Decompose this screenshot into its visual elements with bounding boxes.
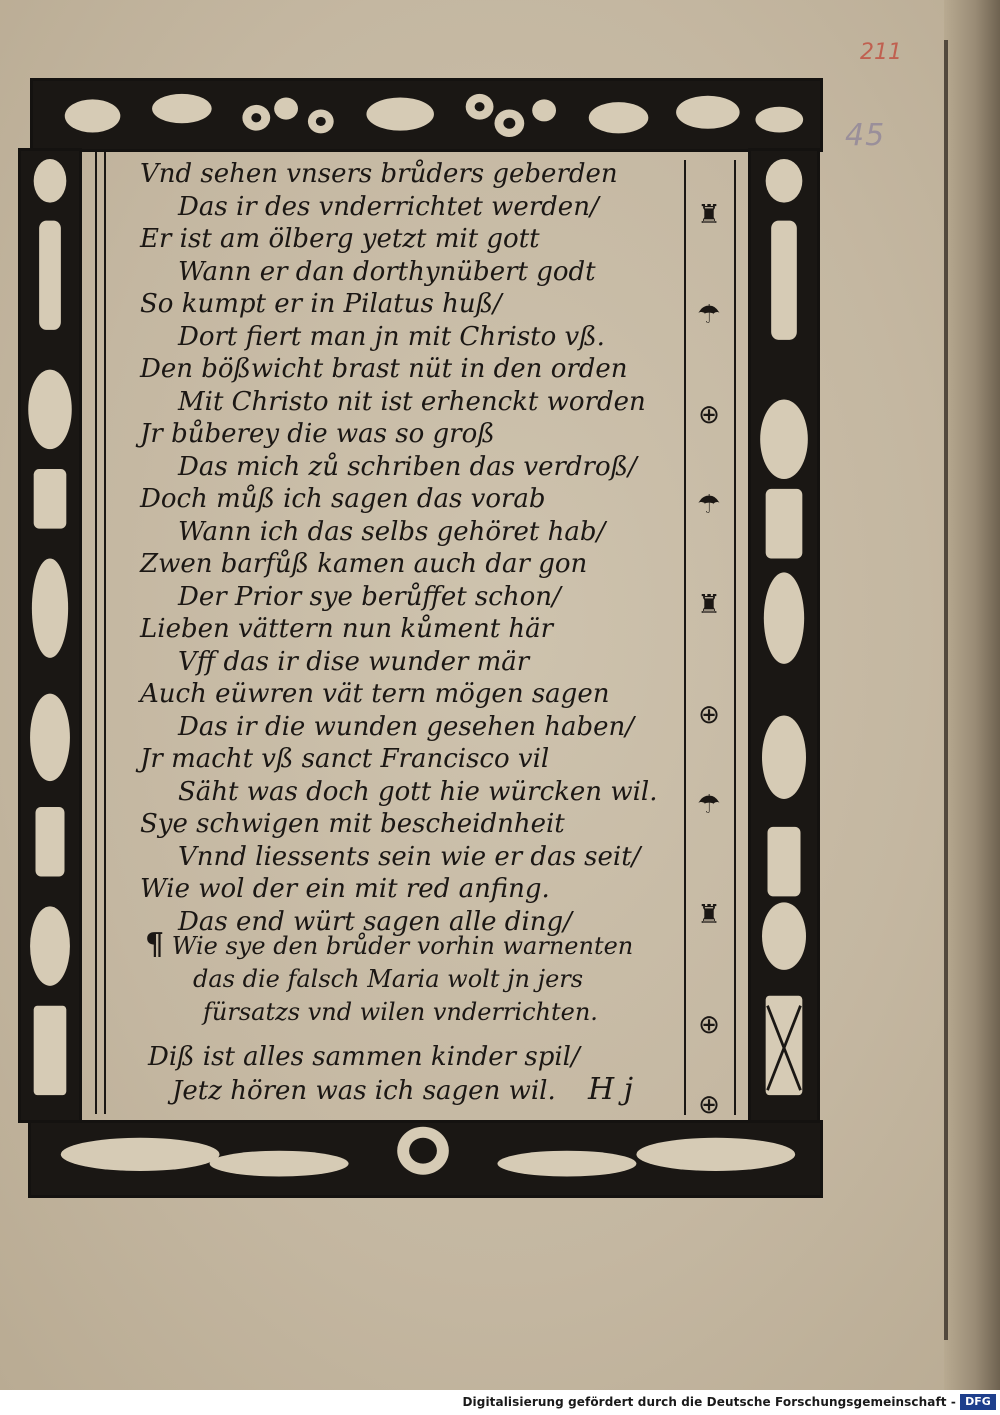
- book-spine: [944, 0, 1000, 1390]
- footer-bar: [0, 1390, 1000, 1415]
- pencil-folio-top: 211: [860, 40, 902, 65]
- verse-line: Wie wol der ein mit red anfing.: [140, 874, 550, 904]
- signature-mark: H j: [588, 1072, 633, 1107]
- rubric-line-1: Wie sye den brůder vorhin warnenten: [171, 932, 634, 960]
- rubric-heading: [145, 928, 685, 1029]
- marginal-mark-icon: ☂: [697, 790, 721, 820]
- closing-line-2: Jetz hören was ich sagen wil.: [172, 1076, 556, 1106]
- verse-line: Das end würt sagen alle ding/: [178, 906, 572, 937]
- woodcut-border-top: [30, 78, 823, 152]
- verse-line: Das mich zů schriben das verdroß/: [178, 451, 637, 482]
- verse-line: Wann er dan dorthynübert godt: [178, 256, 596, 287]
- page-edge: [944, 40, 948, 1340]
- closing-line-1: Diß ist alles sammen kinder spil/: [148, 1042, 580, 1072]
- rule-line-left: [95, 152, 97, 1114]
- closing-verse: [148, 1040, 580, 1108]
- rule-line-right-outer: [734, 160, 736, 1115]
- woodcut-border-right: [748, 148, 820, 1123]
- dfg-logo: DFG: [960, 1394, 996, 1410]
- marginal-mark-icon: ♜: [697, 200, 721, 230]
- verse-line: Mit Christo nit ist erhenckt worden: [178, 386, 646, 417]
- verse-line: Jr bůberey die was so groß: [140, 419, 495, 449]
- verse-line: Der Prior sye berůffet schon/: [178, 581, 561, 612]
- verse-line: Vnd sehen vnsers brůders geberden: [140, 159, 618, 189]
- verse-line: Vff das ir dise wunder mär: [178, 646, 530, 677]
- marginal-mark-icon: ⊕: [698, 400, 720, 430]
- woodcut-border-bottom: [28, 1120, 823, 1198]
- verse-line: So kumpt er in Pilatus huß/: [140, 289, 502, 319]
- rubric-line-2: das die falsch Maria wolt jn jers: [193, 965, 584, 993]
- marginal-mark-icon: ☂: [697, 490, 721, 520]
- marginal-mark-icon: ☂: [697, 300, 721, 330]
- verse-line: Vnnd liessents sein wie er das seit/: [178, 841, 641, 872]
- pilcrow-icon: ¶: [145, 927, 165, 962]
- rule-line-left-inner: [104, 152, 106, 1114]
- verse-line: Lieben vättern nun kůment här: [140, 614, 554, 644]
- verse-text-block: [140, 158, 685, 938]
- verse-line: Das ir des vnderrichtet werden/: [178, 191, 599, 222]
- verse-line: Auch eüwren vät tern mögen sagen: [140, 679, 610, 709]
- marginal-mark-icon: ⊕: [698, 1090, 720, 1120]
- marginal-mark-icon: ⊕: [698, 1010, 720, 1040]
- woodcut-border-left: [18, 148, 82, 1123]
- verse-line: Jr macht vß sanct Francisco vil: [140, 744, 550, 774]
- verse-line: Das ir die wunden gesehen haben/: [178, 711, 635, 742]
- verse-line: Doch můß ich sagen das vorab: [140, 484, 546, 514]
- marginal-mark-icon: ♜: [697, 590, 721, 620]
- pencil-folio-number: 45: [845, 118, 886, 153]
- marginal-mark-icon: ♜: [697, 900, 721, 930]
- verse-line: Er ist am ölberg yetzt mit gott: [140, 224, 540, 254]
- funding-credit: Digitalisierung gefördert durch die Deutsche Forschungsgemeinschaft -: [462, 1395, 956, 1409]
- verse-line: Dort fiert man jn mit Christo vß.: [178, 321, 605, 352]
- marginal-mark-icon: ⊕: [698, 700, 720, 730]
- verse-line: Wann ich das selbs gehöret hab/: [178, 516, 606, 547]
- rubric-line-3: fürsatzs vnd wilen vnderrichten.: [203, 998, 598, 1026]
- verse-line: Säht was doch gott hie würcken wil.: [178, 776, 658, 807]
- verse-line: Zwen barfůß kamen auch dar gon: [140, 549, 588, 579]
- verse-line: Sye schwigen mit bescheidnheit: [140, 809, 565, 839]
- verse-line: Den bößwicht brast nüt in den orden: [140, 354, 628, 384]
